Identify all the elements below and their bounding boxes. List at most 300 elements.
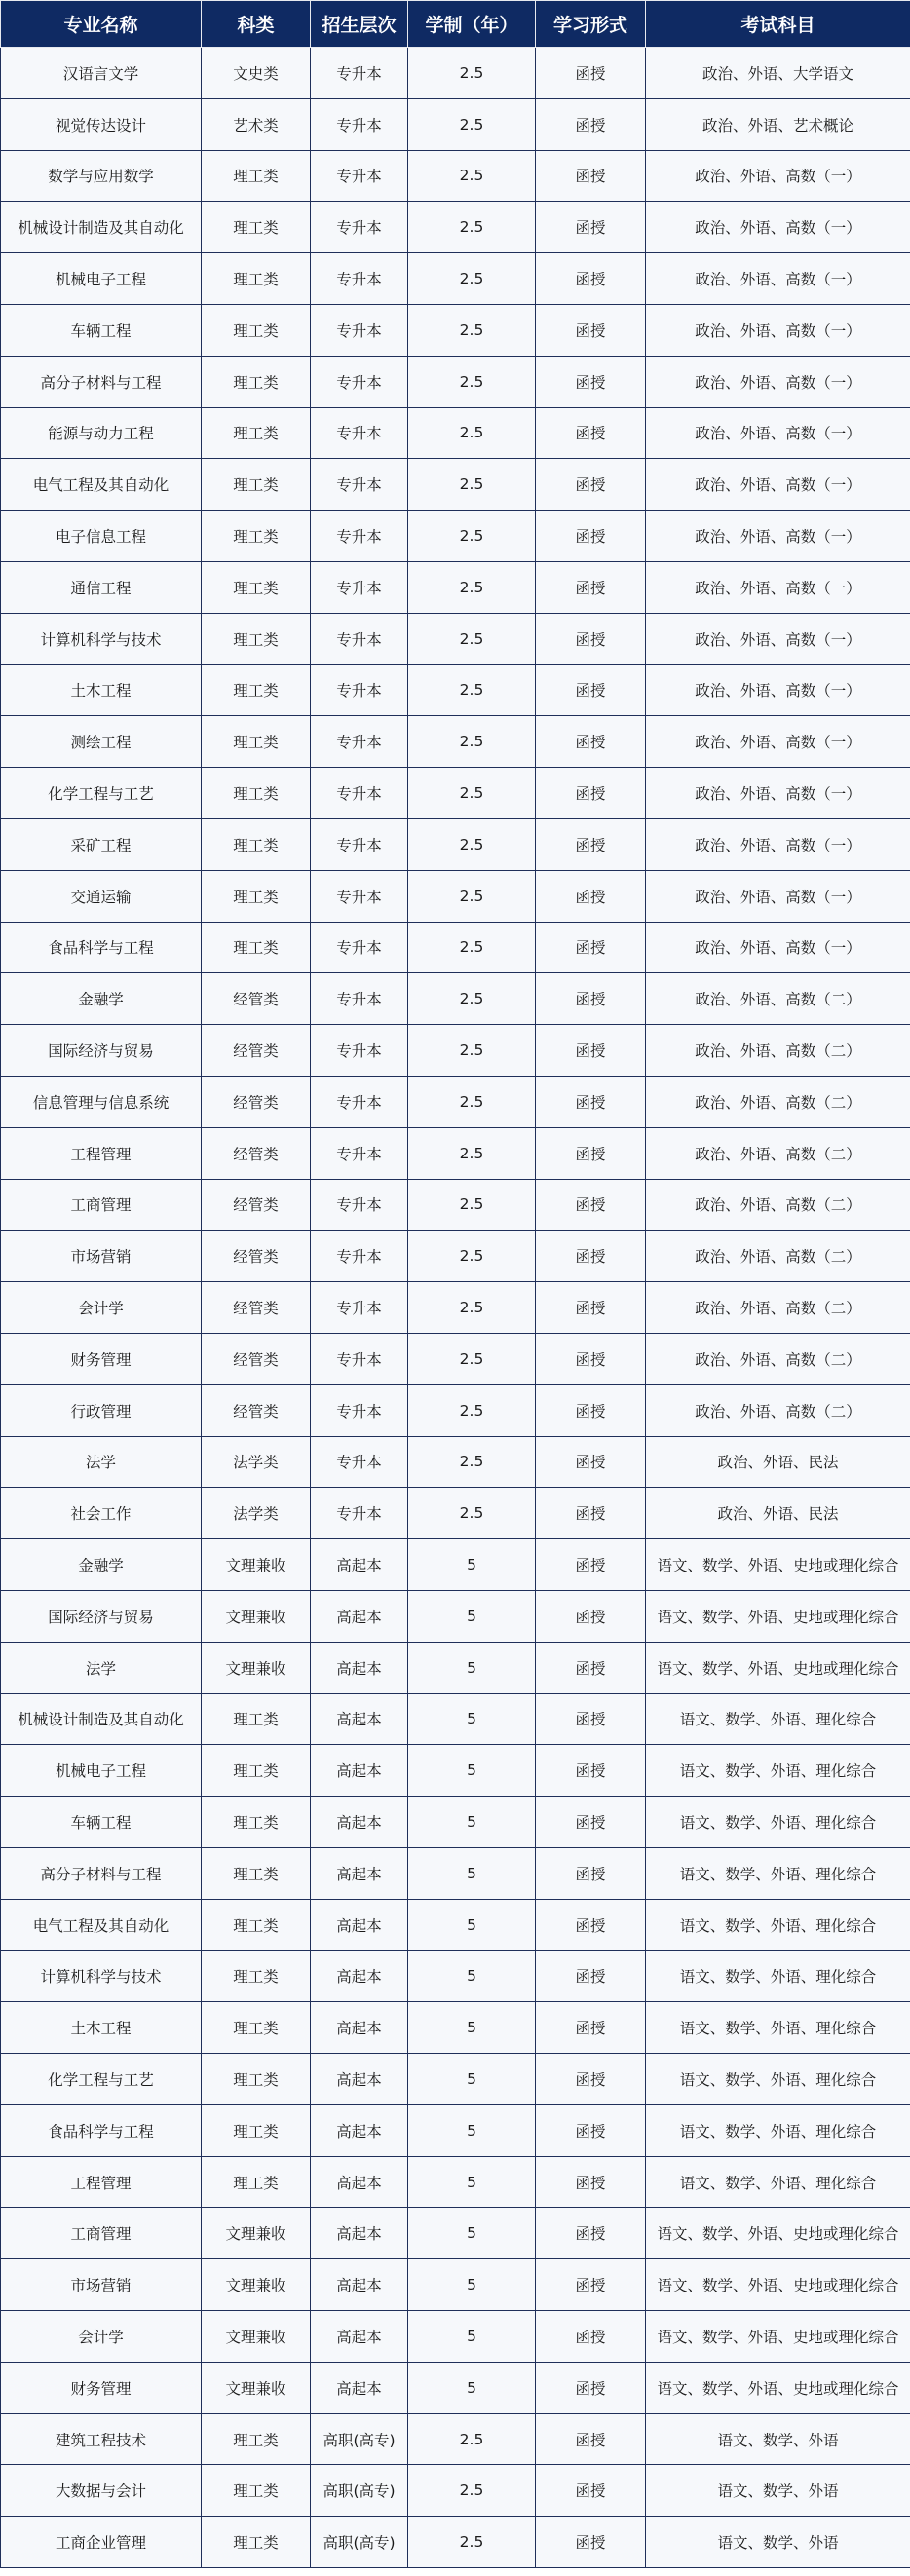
category-cell: 理工类 [202,2413,311,2465]
duration-cell: 2.5 [408,407,536,459]
table-row [1,1488,910,1539]
duration-cell: 2.5 [408,1231,536,1282]
header-exam-subjects: 考试科目 [646,1,910,48]
duration-cell: 5 [408,2156,536,2208]
major-name-cell: 金融学 [1,1539,202,1591]
table-row [1,2156,910,2208]
duration-cell: 2.5 [408,511,536,562]
category-cell: 艺术类 [202,98,311,150]
exam-subjects-cell: 政治、外语、高数（一） [646,511,910,562]
major-name-cell: 车辆工程 [1,1797,202,1848]
study-mode-cell: 函授 [536,2517,646,2568]
category-cell: 理工类 [202,1797,311,1848]
exam-subjects-cell: 政治、外语、高数（二） [646,1076,910,1127]
admission-level-cell: 专升本 [311,1231,408,1282]
duration-cell: 5 [408,2311,536,2363]
major-name-cell: 计算机科学与技术 [1,613,202,664]
admission-level-cell: 高职(高专) [311,2413,408,2465]
major-name-cell: 食品科学与工程 [1,2104,202,2156]
exam-subjects-cell: 政治、外语、高数（一） [646,768,910,819]
admission-level-cell: 专升本 [311,356,408,407]
exam-subjects-cell: 语文、数学、外语、理化综合 [646,1693,910,1745]
category-cell: 经管类 [202,973,311,1025]
major-name-cell: 建筑工程技术 [1,2413,202,2465]
study-mode-cell: 函授 [536,561,646,613]
duration-cell: 5 [408,1539,536,1591]
exam-subjects-cell: 政治、外语、民法 [646,1436,910,1488]
category-cell: 经管类 [202,1127,311,1179]
study-mode-cell: 函授 [536,1797,646,1848]
admission-level-cell: 专升本 [311,1333,408,1384]
table-row [1,1231,910,1282]
admission-level-cell: 高起本 [311,2104,408,2156]
duration-cell: 2.5 [408,818,536,870]
admission-level-cell: 专升本 [311,716,408,768]
study-mode-cell: 函授 [536,2208,646,2259]
duration-cell: 2.5 [408,253,536,305]
duration-cell: 5 [408,1951,536,2002]
table-row [1,2311,910,2363]
major-name-cell: 机械设计制造及其自动化 [1,1693,202,1745]
study-mode-cell: 函授 [536,2002,646,2054]
admission-level-cell: 专升本 [311,1488,408,1539]
table-row [1,664,910,716]
study-mode-cell: 函授 [536,2311,646,2363]
table-row [1,2413,910,2465]
category-cell: 理工类 [202,922,311,973]
admission-level-cell: 专升本 [311,1127,408,1179]
table-body [1,48,910,2568]
category-cell: 理工类 [202,1693,311,1745]
admission-level-cell: 专升本 [311,1282,408,1334]
study-mode-cell: 函授 [536,98,646,150]
admission-level-cell: 专升本 [311,973,408,1025]
study-mode-cell: 函授 [536,511,646,562]
admission-level-cell: 专升本 [311,1179,408,1231]
category-cell: 理工类 [202,818,311,870]
table-row [1,1076,910,1127]
admission-level-cell: 专升本 [311,1076,408,1127]
admission-level-cell: 高起本 [311,1951,408,2002]
duration-cell: 5 [408,1642,536,1693]
admission-level-cell: 高起本 [311,2362,408,2413]
exam-subjects-cell: 政治、外语、高数（二） [646,1231,910,1282]
major-name-cell: 通信工程 [1,561,202,613]
category-cell: 理工类 [202,407,311,459]
study-mode-cell: 函授 [536,1642,646,1693]
study-mode-cell: 函授 [536,1539,646,1591]
category-cell: 理工类 [202,768,311,819]
study-mode-cell: 函授 [536,1333,646,1384]
exam-subjects-cell: 语文、数学、外语、史地或理化综合 [646,1590,910,1642]
table-row [1,2208,910,2259]
table-row [1,1127,910,1179]
duration-cell: 2.5 [408,1025,536,1077]
duration-cell: 2.5 [408,1076,536,1127]
duration-cell: 5 [408,2362,536,2413]
admission-level-cell: 专升本 [311,1025,408,1077]
category-cell: 理工类 [202,2104,311,2156]
study-mode-cell: 函授 [536,818,646,870]
major-name-cell: 工程管理 [1,1127,202,1179]
exam-subjects-cell: 语文、数学、外语、理化综合 [646,1899,910,1951]
study-mode-cell: 函授 [536,1693,646,1745]
admission-level-cell: 专升本 [311,511,408,562]
category-cell: 理工类 [202,1745,311,1797]
duration-cell: 2.5 [408,561,536,613]
major-name-cell: 财务管理 [1,1333,202,1384]
duration-cell: 2.5 [408,664,536,716]
major-name-cell: 交通运输 [1,870,202,922]
table-row [1,818,910,870]
study-mode-cell: 函授 [536,48,646,99]
table-row [1,2054,910,2105]
exam-subjects-cell: 政治、外语、高数（二） [646,1282,910,1334]
table-row [1,1797,910,1848]
study-mode-cell: 函授 [536,1282,646,1334]
duration-cell: 2.5 [408,356,536,407]
table-row [1,561,910,613]
study-mode-cell: 函授 [536,2362,646,2413]
duration-cell: 5 [408,2054,536,2105]
exam-subjects-cell: 政治、外语、高数（一） [646,561,910,613]
major-name-cell: 采矿工程 [1,818,202,870]
admission-level-cell: 专升本 [311,98,408,150]
category-cell: 理工类 [202,2517,311,2568]
category-cell: 文理兼收 [202,2208,311,2259]
study-mode-cell: 函授 [536,664,646,716]
major-name-cell: 信息管理与信息系统 [1,1076,202,1127]
table-row [1,1025,910,1077]
admission-level-cell: 高起本 [311,2054,408,2105]
category-cell: 理工类 [202,716,311,768]
admission-level-cell: 高起本 [311,1745,408,1797]
table-row [1,1590,910,1642]
major-name-cell: 视觉传达设计 [1,98,202,150]
table-row [1,1693,910,1745]
duration-cell: 2.5 [408,1282,536,1334]
admission-level-cell: 高起本 [311,2311,408,2363]
duration-cell: 2.5 [408,716,536,768]
exam-subjects-cell: 语文、数学、外语、理化综合 [646,2156,910,2208]
study-mode-cell: 函授 [536,1488,646,1539]
category-cell: 文史类 [202,48,311,99]
major-name-cell: 金融学 [1,973,202,1025]
major-name-cell: 会计学 [1,2311,202,2363]
category-cell: 理工类 [202,253,311,305]
study-mode-cell: 函授 [536,2465,646,2517]
admission-level-cell: 专升本 [311,407,408,459]
header-major-name: 专业名称 [1,1,202,48]
duration-cell: 2.5 [408,973,536,1025]
major-name-cell: 土木工程 [1,2002,202,2054]
duration-cell: 5 [408,1745,536,1797]
category-cell: 经管类 [202,1179,311,1231]
category-cell: 理工类 [202,202,311,253]
duration-cell: 2.5 [408,1333,536,1384]
table-row [1,2259,910,2311]
major-name-cell: 行政管理 [1,1384,202,1436]
exam-subjects-cell: 政治、外语、大学语文 [646,48,910,99]
duration-cell: 2.5 [408,98,536,150]
admission-level-cell: 高起本 [311,2156,408,2208]
study-mode-cell: 函授 [536,202,646,253]
table-row [1,150,910,202]
category-cell: 理工类 [202,1847,311,1899]
exam-subjects-cell: 政治、外语、高数（一） [646,202,910,253]
table-row [1,1436,910,1488]
category-cell: 理工类 [202,356,311,407]
exam-subjects-cell: 语文、数学、外语、理化综合 [646,2054,910,2105]
duration-cell: 5 [408,1847,536,1899]
admission-level-cell: 高起本 [311,2208,408,2259]
major-name-cell: 电气工程及其自动化 [1,459,202,511]
exam-subjects-cell: 政治、外语、高数（一） [646,613,910,664]
category-cell: 理工类 [202,459,311,511]
study-mode-cell: 函授 [536,716,646,768]
duration-cell: 2.5 [408,1127,536,1179]
duration-cell: 2.5 [408,1436,536,1488]
exam-subjects-cell: 政治、外语、民法 [646,1488,910,1539]
study-mode-cell: 函授 [536,1899,646,1951]
exam-subjects-cell: 语文、数学、外语、理化综合 [646,1951,910,2002]
table-row [1,98,910,150]
category-cell: 理工类 [202,1899,311,1951]
category-cell: 理工类 [202,870,311,922]
table-row [1,1282,910,1334]
table-row [1,1333,910,1384]
duration-cell: 5 [408,1590,536,1642]
study-mode-cell: 函授 [536,1076,646,1127]
duration-cell: 2.5 [408,768,536,819]
exam-subjects-cell: 语文、数学、外语、理化综合 [646,2104,910,2156]
category-cell: 文理兼收 [202,1642,311,1693]
admission-level-cell: 专升本 [311,202,408,253]
study-mode-cell: 函授 [536,1025,646,1077]
admission-level-cell: 专升本 [311,664,408,716]
admission-level-cell: 高起本 [311,2002,408,2054]
study-mode-cell: 函授 [536,1951,646,2002]
duration-cell: 2.5 [408,2517,536,2568]
category-cell: 文理兼收 [202,2362,311,2413]
category-cell: 经管类 [202,1231,311,1282]
major-name-cell: 国际经济与贸易 [1,1590,202,1642]
major-name-cell: 机械电子工程 [1,253,202,305]
duration-cell: 5 [408,2208,536,2259]
major-name-cell: 化学工程与工艺 [1,768,202,819]
duration-cell: 2.5 [408,870,536,922]
duration-cell: 5 [408,1797,536,1848]
study-mode-cell: 函授 [536,2054,646,2105]
table-row [1,2104,910,2156]
major-name-cell: 机械设计制造及其自动化 [1,202,202,253]
admission-level-cell: 高职(高专) [311,2465,408,2517]
exam-subjects-cell: 语文、数学、外语 [646,2465,910,2517]
study-mode-cell: 函授 [536,459,646,511]
major-name-cell: 会计学 [1,1282,202,1334]
duration-cell: 2.5 [408,922,536,973]
exam-subjects-cell: 语文、数学、外语 [646,2517,910,2568]
exam-subjects-cell: 政治、外语、高数（二） [646,1127,910,1179]
category-cell: 理工类 [202,511,311,562]
category-cell: 法学类 [202,1488,311,1539]
exam-subjects-cell: 语文、数学、外语、史地或理化综合 [646,1539,910,1591]
study-mode-cell: 函授 [536,2413,646,2465]
exam-subjects-cell: 语文、数学、外语、理化综合 [646,2002,910,2054]
study-mode-cell: 函授 [536,768,646,819]
category-cell: 经管类 [202,1076,311,1127]
category-cell: 理工类 [202,1951,311,2002]
study-mode-cell: 函授 [536,613,646,664]
major-name-cell: 化学工程与工艺 [1,2054,202,2105]
major-name-cell: 电气工程及其自动化 [1,1899,202,1951]
header-study-mode: 学习形式 [536,1,646,48]
category-cell: 理工类 [202,613,311,664]
admission-level-cell: 高起本 [311,1693,408,1745]
category-cell: 文理兼收 [202,2259,311,2311]
category-cell: 经管类 [202,1333,311,1384]
exam-subjects-cell: 政治、外语、高数（一） [646,664,910,716]
table-row [1,870,910,922]
major-name-cell: 数学与应用数学 [1,150,202,202]
admission-level-cell: 高起本 [311,1847,408,1899]
major-name-cell: 机械电子工程 [1,1745,202,1797]
study-mode-cell: 函授 [536,870,646,922]
admission-level-cell: 高起本 [311,1642,408,1693]
category-cell: 文理兼收 [202,1590,311,1642]
category-cell: 理工类 [202,2156,311,2208]
table-row [1,1179,910,1231]
exam-subjects-cell: 语文、数学、外语、史地或理化综合 [646,2208,910,2259]
major-name-cell: 工商企业管理 [1,2517,202,2568]
table-row [1,459,910,511]
header-admission-level: 招生层次 [311,1,408,48]
study-mode-cell: 函授 [536,253,646,305]
admission-level-cell: 高起本 [311,1899,408,1951]
exam-subjects-cell: 语文、数学、外语、史地或理化综合 [646,2311,910,2363]
table-row [1,1847,910,1899]
major-name-cell: 工程管理 [1,2156,202,2208]
duration-cell: 5 [408,2259,536,2311]
major-name-cell: 能源与动力工程 [1,407,202,459]
major-name-cell: 高分子材料与工程 [1,356,202,407]
major-name-cell: 市场营销 [1,1231,202,1282]
exam-subjects-cell: 语文、数学、外语、史地或理化综合 [646,2362,910,2413]
exam-subjects-cell: 语文、数学、外语、理化综合 [646,1745,910,1797]
study-mode-cell: 函授 [536,150,646,202]
study-mode-cell: 函授 [536,1745,646,1797]
category-cell: 经管类 [202,1384,311,1436]
study-mode-cell: 函授 [536,1231,646,1282]
admission-level-cell: 专升本 [311,150,408,202]
study-mode-cell: 函授 [536,407,646,459]
study-mode-cell: 函授 [536,2156,646,2208]
exam-subjects-cell: 语文、数学、外语、理化综合 [646,1847,910,1899]
category-cell: 经管类 [202,1025,311,1077]
admission-level-cell: 专升本 [311,1436,408,1488]
study-mode-cell: 函授 [536,1436,646,1488]
major-name-cell: 电子信息工程 [1,511,202,562]
admission-level-cell: 高起本 [311,1590,408,1642]
table-row [1,1899,910,1951]
category-cell: 理工类 [202,2054,311,2105]
study-mode-cell: 函授 [536,304,646,356]
table-row [1,48,910,99]
table-row [1,2002,910,2054]
table-row [1,304,910,356]
duration-cell: 2.5 [408,613,536,664]
admission-level-cell: 高起本 [311,2259,408,2311]
duration-cell: 5 [408,2104,536,2156]
category-cell: 法学类 [202,1436,311,1488]
category-cell: 经管类 [202,1282,311,1334]
category-cell: 理工类 [202,150,311,202]
category-cell: 文理兼收 [202,1539,311,1591]
header-duration: 学制（年） [408,1,536,48]
table-row [1,1642,910,1693]
exam-subjects-cell: 政治、外语、高数（一） [646,716,910,768]
exam-subjects-cell: 政治、外语、高数（二） [646,1025,910,1077]
header-category: 科类 [202,1,311,48]
admission-level-cell: 专升本 [311,1384,408,1436]
duration-cell: 2.5 [408,1179,536,1231]
study-mode-cell: 函授 [536,2104,646,2156]
major-name-cell: 高分子材料与工程 [1,1847,202,1899]
admission-level-cell: 专升本 [311,613,408,664]
exam-subjects-cell: 政治、外语、高数（一） [646,253,910,305]
duration-cell: 2.5 [408,48,536,99]
table-row [1,768,910,819]
admission-level-cell: 专升本 [311,48,408,99]
exam-subjects-cell: 政治、外语、高数（二） [646,1333,910,1384]
admission-level-cell: 高职(高专) [311,2517,408,2568]
study-mode-cell: 函授 [536,973,646,1025]
table-row [1,2465,910,2517]
duration-cell: 2.5 [408,2413,536,2465]
exam-subjects-cell: 语文、数学、外语 [646,2413,910,2465]
study-mode-cell: 函授 [536,356,646,407]
major-name-cell: 国际经济与贸易 [1,1025,202,1077]
exam-subjects-cell: 政治、外语、高数（二） [646,1384,910,1436]
admission-level-cell: 专升本 [311,561,408,613]
category-cell: 文理兼收 [202,2311,311,2363]
duration-cell: 2.5 [408,150,536,202]
exam-subjects-cell: 语文、数学、外语、史地或理化综合 [646,2259,910,2311]
study-mode-cell: 函授 [536,1127,646,1179]
major-name-cell: 汉语言文学 [1,48,202,99]
table-row [1,716,910,768]
admission-level-cell: 高起本 [311,1539,408,1591]
major-name-cell: 财务管理 [1,2362,202,2413]
table-row [1,253,910,305]
duration-cell: 5 [408,1693,536,1745]
category-cell: 理工类 [202,2002,311,2054]
exam-subjects-cell: 政治、外语、高数（一） [646,150,910,202]
major-name-cell: 测绘工程 [1,716,202,768]
exam-subjects-cell: 政治、外语、高数（一） [646,407,910,459]
study-mode-cell: 函授 [536,1590,646,1642]
admission-level-cell: 专升本 [311,870,408,922]
category-cell: 理工类 [202,561,311,613]
duration-cell: 2.5 [408,202,536,253]
duration-cell: 5 [408,1899,536,1951]
category-cell: 理工类 [202,304,311,356]
major-name-cell: 工商管理 [1,1179,202,1231]
study-mode-cell: 函授 [536,2259,646,2311]
exam-subjects-cell: 政治、外语、高数（一） [646,356,910,407]
table-row [1,973,910,1025]
study-mode-cell: 函授 [536,1847,646,1899]
